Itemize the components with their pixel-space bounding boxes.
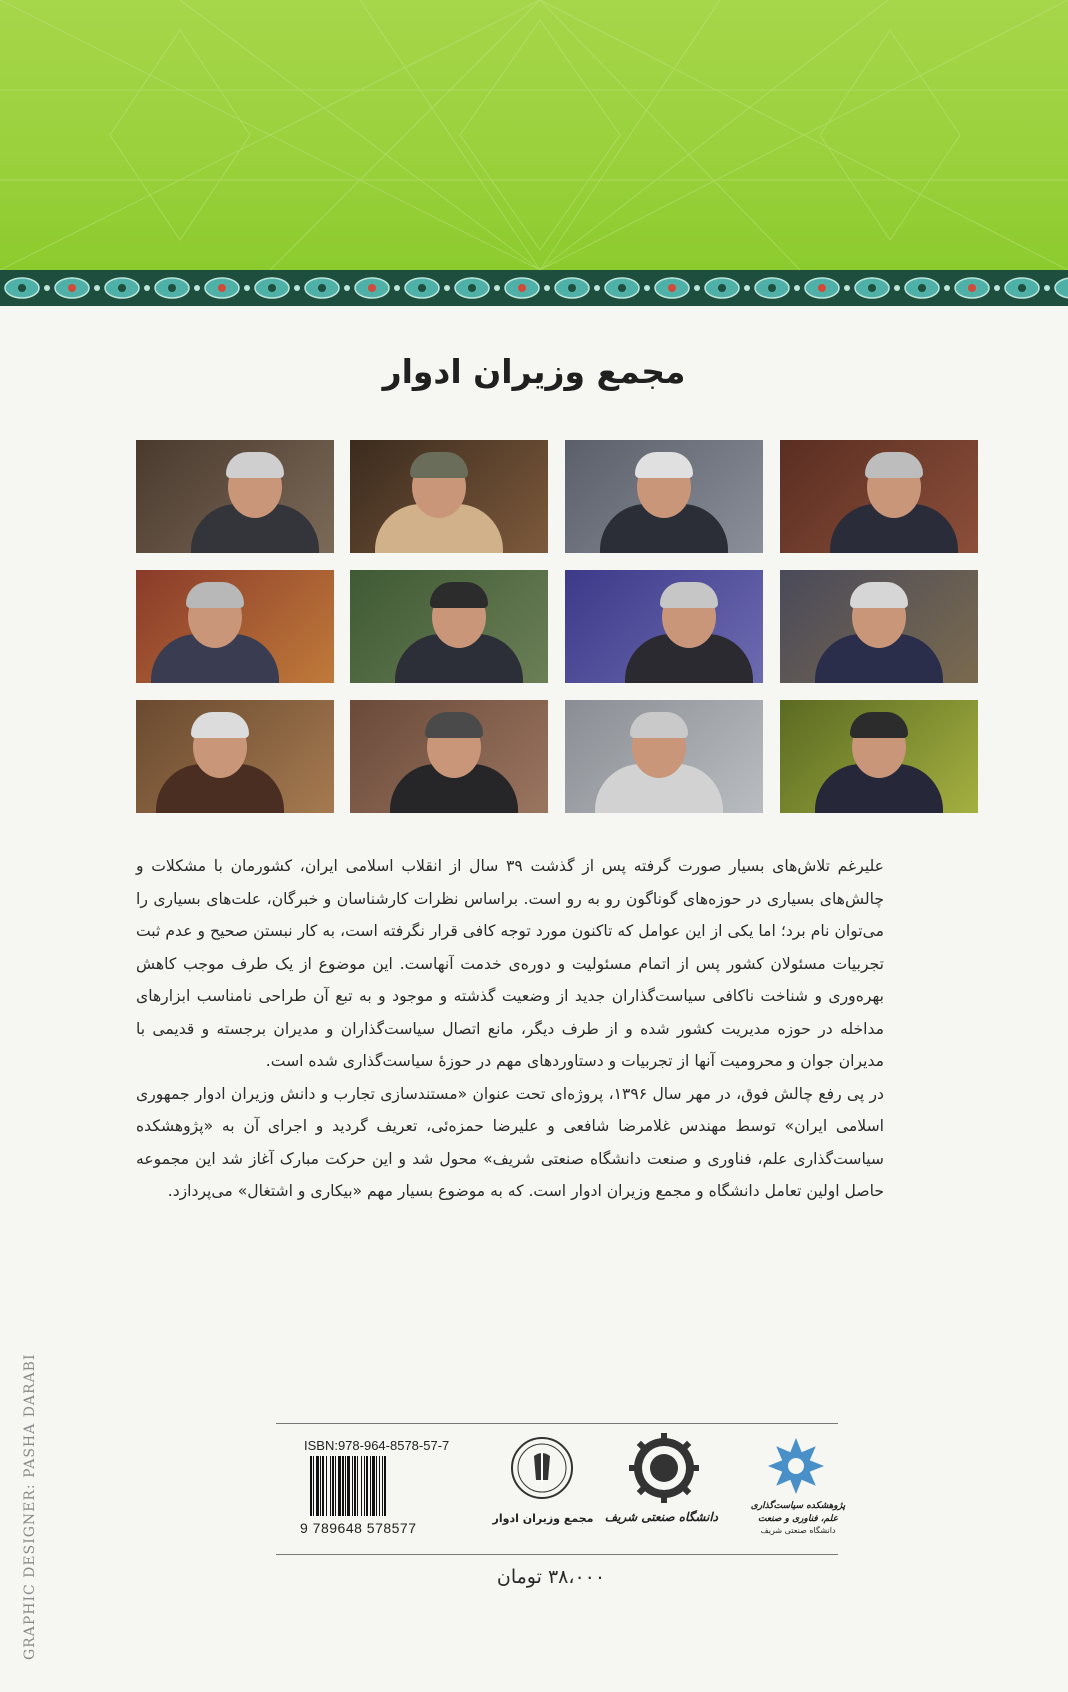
ornament-border (0, 270, 1068, 306)
portrait-photo (350, 570, 548, 683)
institute-caption: پژوهشکده سیاست‌گذاری علم، فناوری و صنعت (750, 1501, 846, 1524)
portrait-photo (136, 440, 334, 553)
gear-emblem-icon (622, 1432, 732, 1506)
top-divider (276, 1423, 838, 1424)
portrait-photo (565, 570, 763, 683)
institute-logo (744, 1436, 854, 1536)
portrait-photo (565, 700, 763, 813)
barcode-digits: 9 789648 578577 (300, 1520, 417, 1536)
isbn-label: ISBN:978-964-8578-57-7 (304, 1438, 450, 1453)
geometric-pattern (0, 0, 1068, 270)
portrait-grid (136, 440, 978, 814)
majma-caption: مجمع وزیران ادوار (492, 1512, 594, 1525)
portrait-photo (136, 570, 334, 683)
portrait-photo (780, 440, 978, 553)
price-label: ۳۸،۰۰۰ تومان (496, 1566, 606, 1588)
portrait-photo (780, 570, 978, 683)
portrait-photo (780, 700, 978, 813)
sharif-logo (604, 1432, 732, 1536)
top-green-band (0, 0, 1068, 270)
majma-logo (494, 1436, 604, 1536)
portrait-photo (350, 440, 548, 553)
portrait-photo (350, 700, 548, 813)
ornament-pattern (0, 270, 1068, 306)
sharif-caption: دانشگاه صنعتی شریف (604, 1510, 718, 1524)
back-cover-description (136, 850, 884, 1208)
designer-credit: GRAPHIC DESIGNER: PASHA DARABI (22, 1353, 38, 1660)
isbn-barcode-block (300, 1438, 470, 1538)
barcode-icon (310, 1456, 462, 1518)
portrait-photo (136, 700, 334, 813)
book-title: مجمع وزیران ادوار (382, 352, 686, 391)
description-paragraph-2: در پی رفع چالش فوق، در مهر سال ۱۳۹۶، پروژه‌ای تحت عنوان «مستندسازی تجارب و دانش وزیران ادوار جمهوری اسلامی ایران» توسط مهندس غلامرضا شافعی و علیرضا حمزه‌ئی، تعریف گردید و اجرای آن به «پژوهشکده سیاست‌گذاری علم، فناوری و صنعت دانشگاه صنعتی شریف» محول شد و این حرکت مبارک آغاز شد این مجموعه حاصل اولین تعامل دانشگاه و مجمع وزیران ادوار است. که به موضوع بسیار مهم «بیکاری و اشتغال» می‌پردازد. (136, 1084, 884, 1200)
description-paragraph-1: علیرغم تلاش‌های بسیار صورت گرفته پس از گذشت ۳۹ سال از انقلاب اسلامی ایران، کشورمان با مشکلات و چالش‌های بسیاری در حوزه‌های گوناگون رو به رو است. براساس نظرات کارشناسان و خبرگان، علت‌های بسیاری را می‌توان نام برد؛ اما یکی از این عوامل که تاکنون مورد توجه کافی قرار نگرفته است، به کار نبستن صحیح و عدم ثبت تجربیات مسئولان کشور پس از اتمام مسئولیت و دوره‌ی خدمت آنهاست. این موضوع از یک طرف موجب کاهش بهره‌وری و شناخت ناکافی سیاست‌گذاران جدید از وضعیت گذشته و موجود و به تبع آن طراحی نامناسب ابزارهای مداخله در حوزه مدیریت کشور شده و از طرف دیگر، مانع اتصال سیاست‌گذاران و مدیران برجسته و قدیمی با مدیران جوان و محرومیت آنها از تجربیات و دستاوردهای مهم در حوزهٔ سیاست‌گذاری شده است. (136, 857, 884, 1070)
portrait-photo (565, 440, 763, 553)
star-emblem-icon (744, 1436, 854, 1498)
bottom-divider (276, 1554, 838, 1555)
institute-subcaption: دانشگاه صنعتی شریف (760, 1526, 836, 1535)
emblem-icon (494, 1436, 604, 1506)
